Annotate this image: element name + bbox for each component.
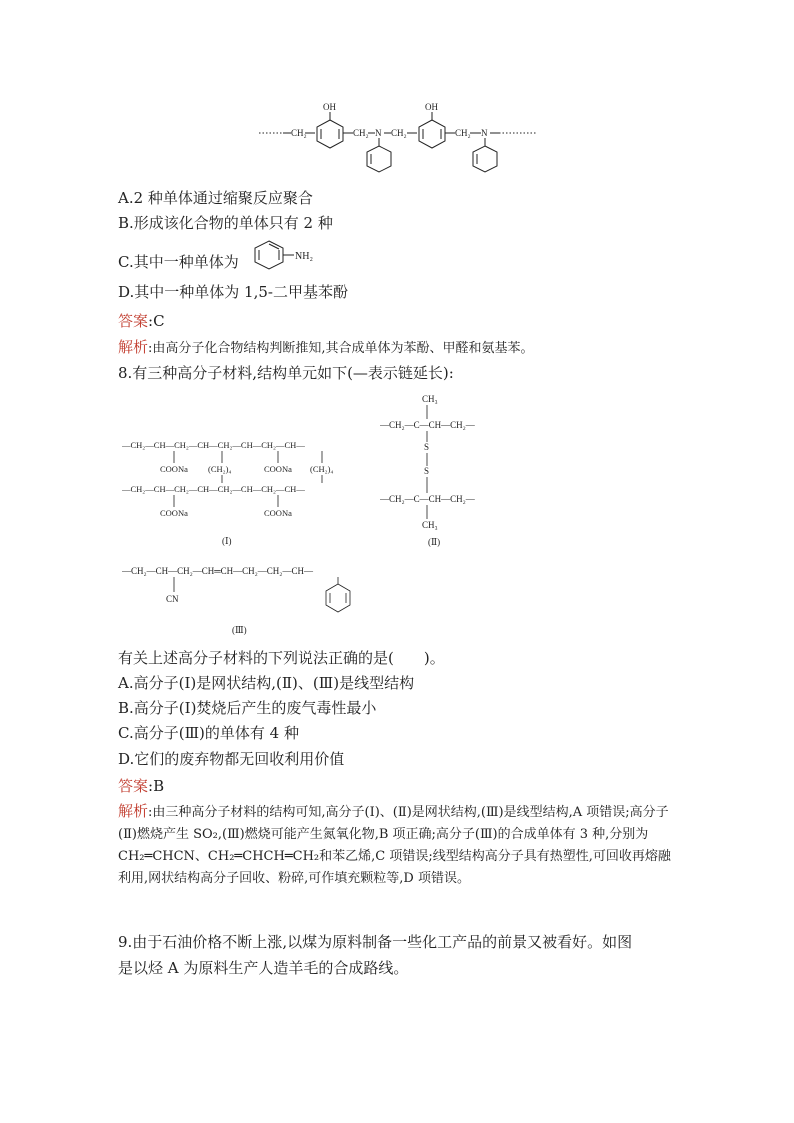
struct2-s: S [424, 442, 430, 452]
q7-option-b: B.形成该化合物的单体只有 2 种 [118, 214, 333, 232]
oh-label: OH [425, 102, 438, 112]
explain-text: :由高分子化合物结构判断推知,其合成单体为苯酚、甲醛和氨基苯。 [148, 341, 534, 356]
struct2-row: —CH₂—C—CH—CH₂— [380, 420, 475, 430]
ch2-label: CH₂ [353, 128, 369, 138]
answer-value: :B [148, 777, 165, 795]
explain-label: 解析 [118, 338, 149, 356]
q7-option-d: D.其中一种单体为 1,5-二甲基苯酚 [118, 283, 348, 301]
struct3-cn: CN [166, 594, 179, 604]
answer-label: 答案 [118, 777, 149, 795]
answer-label: 答案 [118, 312, 149, 330]
q7-polymer-structure [255, 100, 545, 180]
struct3-label: (Ⅲ) [232, 625, 247, 635]
q9-line-1: 9.由于石油价格不断上涨,以煤为原料制备一些化工产品的前景又被看好。如图 [118, 933, 633, 951]
nh2-label: NH₂ [295, 251, 313, 262]
oh-label: OH [323, 102, 336, 112]
struct1-coona: COONa [264, 508, 292, 518]
ch2-label: CH₂ [455, 128, 471, 138]
struct1-coona: COONa [264, 464, 292, 474]
struct3-row: —CH₂—CH—CH₂—CH═CH—CH₂—CH₂—CH— [122, 566, 313, 576]
struct1-coona: COONa [160, 464, 188, 474]
n-label: N [375, 128, 382, 138]
q7-explanation [118, 336, 678, 360]
struct1-row1: —CH₂—CH—CH₂—CH—CH₂—CH—CH₂—CH— [122, 440, 305, 450]
q8-answer [118, 776, 164, 796]
q9-line-2: 是以烃 A 为原料生产人造羊毛的合成路线。 [118, 959, 409, 977]
q7-option-c: C.其中一种单体为 [118, 253, 239, 271]
struct1-label: (Ⅰ) [222, 536, 232, 546]
struct1-ch2-4: (CH₂)₄ [208, 464, 232, 474]
ch2-label: CH₂ [291, 128, 307, 138]
q8-structure-2 [380, 390, 500, 550]
q7-answer [118, 311, 165, 331]
aniline-structure [252, 238, 332, 272]
struct2-ch3: CH₃ [422, 520, 438, 530]
q8-explanation [118, 800, 678, 890]
struct2-s: S [424, 466, 430, 476]
q8-stem: 8.有三种高分子材料,结构单元如下(—表示链延长): [118, 364, 454, 382]
explain-text: :由三种高分子材料的结构可知,高分子(Ⅰ)、(Ⅱ)是网状结构,(Ⅲ)是线型结构,A 项错误;高分子(Ⅱ)燃烧产生 SO₂,(Ⅲ)燃烧可能产生氮氧化物,B 项正确;高分子(Ⅲ)的合成单体有 3 种,分别为 CH₂═CHCN、CH₂═CHCH═CH₂和苯乙烯,C 项错误;线型结构高分子具有热塑性,可回收再熔融利用,网状结构高分子回收、粉碎,可作填充颗粒等,D 项错误。 [118, 805, 671, 886]
struct1-coona: COONa [160, 508, 188, 518]
q8-structure-1 [122, 436, 348, 546]
q8-option-b: B.高分子(Ⅰ)焚烧后产生的废气毒性最小 [118, 699, 377, 717]
struct2-row: —CH₂—C—CH—CH₂— [380, 494, 475, 504]
q8-structure-3 [122, 560, 372, 640]
ch2-label: CH₂ [391, 128, 407, 138]
q7-option-a: A.2 种单体通过缩聚反应聚合 [118, 189, 313, 207]
struct2-label: (Ⅱ) [428, 537, 441, 547]
q8-option-a: A.高分子(Ⅰ)是网状结构,(Ⅱ)、(Ⅲ)是线型结构 [118, 674, 415, 692]
n-label: N [481, 128, 488, 138]
answer-value: :C [148, 312, 165, 330]
q8-question: 有关上述高分子材料的下列说法正确的是( )。 [118, 649, 445, 667]
struct1-ch2-4: (CH₂)₄ [310, 464, 334, 474]
struct2-ch3: CH₃ [422, 394, 438, 404]
q8-option-d: D.它们的废弃物都无回收利用价值 [118, 750, 345, 768]
explain-label: 解析 [118, 802, 149, 820]
q8-option-c: C.高分子(Ⅲ)的单体有 4 种 [118, 724, 299, 742]
struct1-row3: —CH₂—CH—CH₂—CH—CH₂—CH—CH₂—CH— [122, 484, 305, 494]
